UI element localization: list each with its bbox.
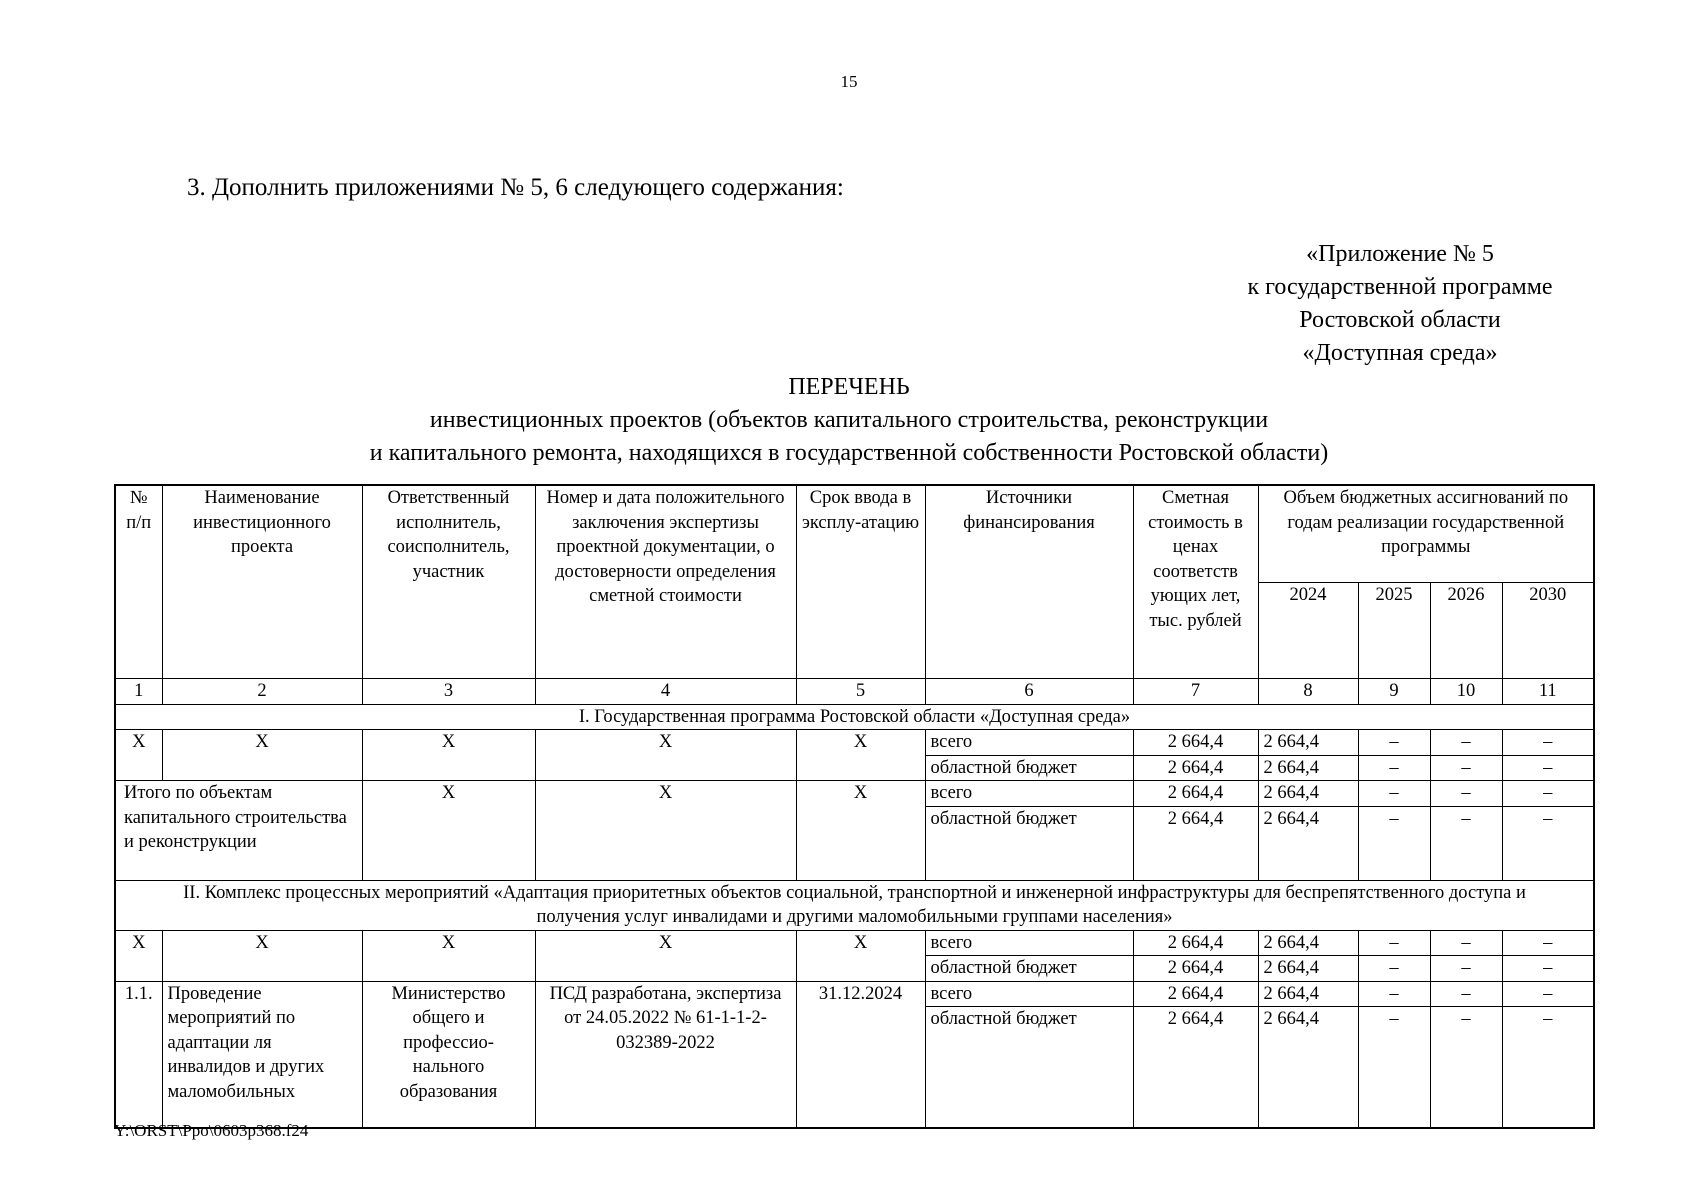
cell-x: Х <box>115 730 162 781</box>
header-row <box>115 485 1594 583</box>
expertise-info: ПСД разработана, экспертиза от 24.05.2022 № 61-1-1-2-032389-2022 <box>535 981 796 1128</box>
header-volume: Объем бюджетных ассигнований по годам реализации государственной программы <box>1258 485 1594 583</box>
value-2026: – <box>1430 930 1502 956</box>
header-responsible: Ответственный исполнитель, соисполнитель, участник <box>362 485 535 679</box>
cost-value: 2 664,4 <box>1133 981 1258 1007</box>
itogo-label: Итого по объектам капитального строительства и реконструкции <box>115 781 362 881</box>
value-2026: – <box>1430 781 1502 807</box>
table-row <box>115 730 1594 756</box>
value-2026: – <box>1430 755 1502 781</box>
source-total: всего <box>925 930 1133 956</box>
appendix-line: «Доступная среда» <box>1302 340 1498 366</box>
value-2024: 2 664,4 <box>1258 806 1358 880</box>
value-2026: – <box>1430 1007 1502 1129</box>
cell-x: Х <box>535 730 796 781</box>
value-2030: – <box>1502 930 1594 956</box>
deadline-date: 31.12.2024 <box>796 981 925 1128</box>
value-2024: 2 664,4 <box>1258 781 1358 807</box>
cell-x: Х <box>362 730 535 781</box>
section-1-title: I. Государственная программа Ростовской области «Доступная среда» <box>115 704 1594 730</box>
cell-x: Х <box>535 930 796 981</box>
intro-paragraph: 3. Дополнить приложениями № 5, 6 следующего содержания: <box>187 174 844 201</box>
cell-x: Х <box>796 781 925 881</box>
cell-x: Х <box>162 930 362 981</box>
value-2026: – <box>1430 806 1502 880</box>
value-2026: – <box>1430 981 1502 1007</box>
value-2030: – <box>1502 1007 1594 1129</box>
value-2025: – <box>1358 930 1430 956</box>
appendix-line: к государственной программе <box>1247 274 1553 300</box>
value-2025: – <box>1358 806 1430 880</box>
value-2024: 2 664,4 <box>1258 730 1358 756</box>
section-row <box>115 704 1594 730</box>
col-number: 2 <box>162 679 362 705</box>
value-2030: – <box>1502 981 1594 1007</box>
project-name: Проведение мероприятий по адаптации ля инвалидов и других маломобильных <box>162 981 362 1128</box>
title-line: ПЕРЕЧЕНЬ <box>788 374 910 400</box>
header-num: № п/п <box>115 485 162 679</box>
header-year-2025: 2025 <box>1358 583 1430 679</box>
source-regional: областной бюджет <box>925 806 1133 880</box>
cell-x: Х <box>796 930 925 981</box>
responsible-executor: Министерство общего и профессио-нального образования <box>362 981 535 1128</box>
header-deadline: Срок ввода в эксплу-атацию <box>796 485 925 679</box>
value-2025: – <box>1358 1007 1430 1129</box>
header-year-2026: 2026 <box>1430 583 1502 679</box>
cost-value: 2 664,4 <box>1133 956 1258 982</box>
col-number: 6 <box>925 679 1133 705</box>
source-total: всего <box>925 781 1133 807</box>
file-path-footer: Y:\ORST\Ppo\0603p368.f24 <box>114 1121 309 1140</box>
cost-value: 2 664,4 <box>1133 806 1258 880</box>
header-year-2024: 2024 <box>1258 583 1358 679</box>
table-row <box>115 930 1594 956</box>
col-number: 7 <box>1133 679 1258 705</box>
source-regional: областной бюджет <box>925 755 1133 781</box>
col-number: 5 <box>796 679 925 705</box>
investment-projects-table <box>114 484 1595 1129</box>
header-expertise: Номер и дата положительного заключения экспертизы проектной документации, о достоверности определения сметной стоимости <box>535 485 796 679</box>
source-regional: областной бюджет <box>925 1007 1133 1129</box>
col-number: 10 <box>1430 679 1502 705</box>
value-2024: 2 664,4 <box>1258 1007 1358 1129</box>
section-row <box>115 880 1594 930</box>
source-total: всего <box>925 730 1133 756</box>
cost-value: 2 664,4 <box>1133 930 1258 956</box>
appendix-line: Ростовской области <box>1299 307 1501 333</box>
cell-x: Х <box>115 930 162 981</box>
col-number: 4 <box>535 679 796 705</box>
cost-value: 2 664,4 <box>1133 755 1258 781</box>
header-sources: Источники финансирования <box>925 485 1133 679</box>
value-2030: – <box>1502 806 1594 880</box>
table-row <box>115 781 1594 807</box>
section-2-title: II. Комплекс процессных мероприятий «Адаптация приоритетных объектов социальной, транспортной и инженерной инфраструктуры для беспрепятственного доступа и получения услуг инвалидами и другими маломобильными группами населения» <box>115 880 1594 930</box>
column-numbers-row <box>115 679 1594 705</box>
header-cost: Сметная стоимость в ценах соответств ующих лет, тыс. рублей <box>1133 485 1258 679</box>
cost-value: 2 664,4 <box>1133 781 1258 807</box>
page-number: 15 <box>840 72 858 91</box>
col-number: 9 <box>1358 679 1430 705</box>
col-number: 3 <box>362 679 535 705</box>
source-regional: областной бюджет <box>925 956 1133 982</box>
cell-x: Х <box>796 730 925 781</box>
table-row <box>115 981 1594 1007</box>
cost-value: 2 664,4 <box>1133 1007 1258 1129</box>
value-2024: 2 664,4 <box>1258 755 1358 781</box>
value-2024: 2 664,4 <box>1258 956 1358 982</box>
value-2030: – <box>1502 781 1594 807</box>
appendix-line: «Приложение № 5 <box>1306 241 1494 267</box>
value-2026: – <box>1430 956 1502 982</box>
value-2025: – <box>1358 781 1430 807</box>
value-2030: – <box>1502 755 1594 781</box>
value-2030: – <box>1502 956 1594 982</box>
header-year-2030: 2030 <box>1502 583 1594 679</box>
header-name: Наименование инвестиционного проекта <box>162 485 362 679</box>
col-number: 8 <box>1258 679 1358 705</box>
cell-x: Х <box>362 781 535 881</box>
cost-value: 2 664,4 <box>1133 730 1258 756</box>
appendix-header <box>1190 238 1610 370</box>
row-number: 1.1. <box>115 981 162 1128</box>
title-line: инвестиционных проектов (объектов капитального строительства, реконструкции <box>429 407 1269 433</box>
title-line: и капитального ремонта, находящихся в государственной собственности Ростовской области) <box>369 440 1329 466</box>
value-2025: – <box>1358 730 1430 756</box>
value-2025: – <box>1358 755 1430 781</box>
value-2024: 2 664,4 <box>1258 930 1358 956</box>
value-2025: – <box>1358 956 1430 982</box>
value-2025: – <box>1358 981 1430 1007</box>
document-title <box>0 371 1698 470</box>
value-2030: – <box>1502 730 1594 756</box>
cell-x: Х <box>162 730 362 781</box>
col-number: 1 <box>115 679 162 705</box>
cell-x: Х <box>535 781 796 881</box>
value-2024: 2 664,4 <box>1258 981 1358 1007</box>
cell-x: Х <box>362 930 535 981</box>
value-2026: – <box>1430 730 1502 756</box>
col-number: 11 <box>1502 679 1594 705</box>
source-total: всего <box>925 981 1133 1007</box>
